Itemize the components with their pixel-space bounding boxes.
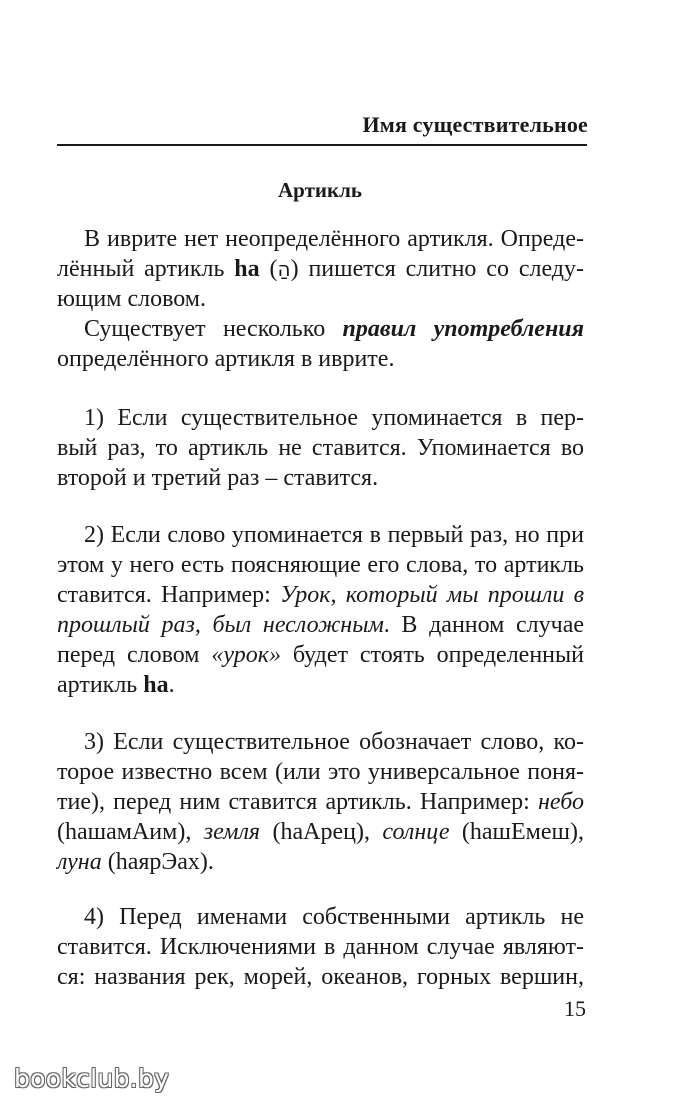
- text-line: 4) Перед именами собственными артикль не: [84, 904, 584, 930]
- text-line: перед словом «урок» будет стоять определенный: [57, 642, 584, 668]
- section-title: Артикль: [278, 178, 362, 202]
- text-line: 1) Если существительное упоминается в пер-: [84, 405, 584, 431]
- text-line: В иврите нет неопределённого артикля. Опреде-: [84, 226, 584, 252]
- header-rule: [57, 144, 587, 146]
- text-line: этом у него есть поясняющие его слова, то артикль: [57, 552, 584, 578]
- running-head: Имя существительное: [362, 112, 588, 137]
- text-line: ющим словом.: [57, 286, 206, 312]
- text-line: Существует несколько правил употребления: [84, 316, 584, 342]
- text-line: ставится. Исключениями в данном случае являют-: [57, 934, 584, 960]
- text-line: второй и третий раз – ставится.: [57, 465, 379, 491]
- text-line: определённого артикля в иврите.: [57, 346, 395, 372]
- text-line: ся: названия рек, морей, океанов, горных вершин,: [57, 964, 584, 990]
- text-line: луна (hаярЭах).: [57, 849, 214, 875]
- text-line: 2) Если слово упоминается в первый раз, но при: [84, 522, 584, 548]
- text-line: ставится. Например: Урок, который мы прошли в: [57, 582, 584, 608]
- text-line: артикль ha.: [57, 672, 175, 698]
- text-line: 3) Если существительное обозначает слово, ко-: [84, 729, 584, 755]
- text-line: вый раз, то артикль не ставится. Упоминается во: [57, 435, 584, 461]
- page-number: 15: [564, 996, 586, 1021]
- text-line: тие), перед ним ставится артикль. Например: небо: [57, 789, 584, 815]
- text-line: торое известно всем (или это универсальное поня-: [57, 759, 584, 785]
- text-line: (hашамАим), земля (hаАрец), солнце (hашЕмеш),: [57, 819, 584, 845]
- hebrew-article: הַ: [277, 257, 291, 281]
- watermark-logo: bookclub.by: [14, 1064, 170, 1093]
- text-line: прошлый раз, был несложным. В данном случае: [57, 612, 585, 638]
- text-line: лённый артикль ha (הַ) пишется слитно со следу-: [57, 256, 584, 282]
